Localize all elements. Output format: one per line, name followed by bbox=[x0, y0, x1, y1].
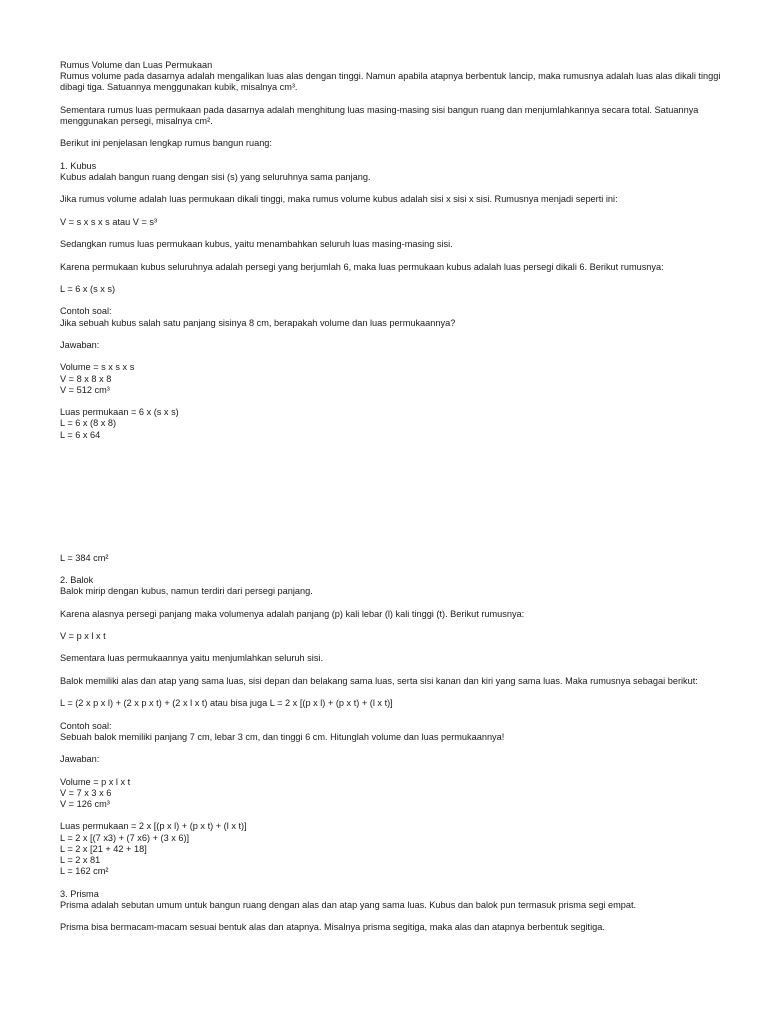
text-line: 1. Kubus bbox=[60, 160, 97, 171]
text-line: L = 2 x [21 + 42 + 18] bbox=[60, 843, 147, 854]
page-whitespace bbox=[60, 441, 730, 553]
text-line: Volume = s x s x s bbox=[60, 362, 135, 373]
text-line: L = 6 x 64 bbox=[60, 429, 101, 440]
text-line: V = 126 cm³ bbox=[60, 799, 110, 810]
text-line: Rumus volume pada dasarnya adalah mengalikan luas alas dengan tinggi. Namun apabila atapnya berbentuk lancip, maka rumusnya adalah luas alas dikali tinggi bbox=[60, 71, 721, 82]
text-line: L = 6 x (8 x 8) bbox=[60, 418, 117, 429]
text-line: L = 162 cm² bbox=[60, 866, 109, 877]
blank-line bbox=[60, 396, 730, 407]
blank-line bbox=[60, 687, 730, 698]
text-line: Karena permukaan kubus seluruhnya adalah persegi yang berjumlah 6, maka luas permukaan kubus adalah luas persegi dikali 6. Berikut rumusnya: bbox=[60, 261, 664, 272]
text-line: Sementara luas permukaannya yaitu menjumlahkan seluruh sisi. bbox=[60, 653, 324, 664]
text-line: L = 2 x 81 bbox=[60, 855, 101, 866]
blank-line bbox=[60, 564, 730, 575]
text-line: Karena alasnya persegi panjang maka volumenya adalah panjang (p) kali lebar (l) kali tinggi (t). Berikut rumusnya: bbox=[60, 608, 525, 619]
blank-line bbox=[60, 642, 730, 653]
text-line: Berikut ini penjelasan lengkap rumus bangun ruang: bbox=[60, 138, 272, 149]
text-line: Contoh soal: bbox=[60, 306, 112, 317]
blank-line bbox=[60, 351, 730, 362]
blank-line bbox=[60, 94, 730, 105]
text-line: V = 8 x 8 x 8 bbox=[60, 373, 112, 384]
blank-line bbox=[60, 250, 730, 261]
text-line: L = 2 x [(7 x3) + (7 x6) + (3 x 6)] bbox=[60, 832, 190, 843]
blank-line bbox=[60, 183, 730, 194]
text-line: Luas permukaan = 6 x (s x s) bbox=[60, 407, 179, 418]
blank-line bbox=[60, 150, 730, 161]
text-line: L = 384 cm² bbox=[60, 552, 109, 563]
blank-line bbox=[60, 273, 730, 284]
blank-line bbox=[60, 709, 730, 720]
text-line: Jika sebuah kubus salah satu panjang sisinya 8 cm, berapakah volume dan luas permukaannya? bbox=[60, 317, 456, 328]
blank-line bbox=[60, 228, 730, 239]
text-line: Rumus Volume dan Luas Permukaan bbox=[60, 60, 213, 70]
text-line: Balok memiliki alas dan atap yang sama luas, sisi depan dan belakang sama luas, serta sisi kanan dan kiri yang sama luas. Maka rumusnya sebagai berikut: bbox=[60, 675, 698, 686]
text-line: Luas permukaan = 2 x [(p x l) + (p x t) + (l x t)] bbox=[60, 821, 247, 832]
blank-line bbox=[60, 765, 730, 776]
text-line: V = 512 cm³ bbox=[60, 384, 110, 395]
text-line: menggunakan persegi, misalnya cm². bbox=[60, 116, 213, 126]
blank-line bbox=[60, 810, 730, 821]
text-line: dibagi tiga. Satuannya menggunakan kubik, misalnya cm³. bbox=[60, 82, 298, 93]
blank-line bbox=[60, 206, 730, 217]
blank-line bbox=[60, 598, 730, 609]
text-line: Jika rumus volume adalah luas permukaan dikali tinggi, maka rumus volume kubus adalah sisi x sisi x sisi. Rumusnya menjadi seperti ini: bbox=[60, 194, 618, 205]
blank-line bbox=[60, 743, 730, 754]
text-line: L = 6 x (s x s) bbox=[60, 283, 116, 294]
text-line: L = (2 x p x l) + (2 x p x t) + (2 x l x t) atau bisa juga L = 2 x [(p x l) + (p x t) + (l x t)] bbox=[60, 698, 393, 709]
text-line: Volume = p x l x t bbox=[60, 776, 131, 787]
blank-line bbox=[60, 295, 730, 306]
text-line: Prisma bisa bermacam-macam sesuai bentuk alas dan atapnya. Misalnya prisma segitiga, maka alas dan atapnya berbentuk segitiga. bbox=[60, 922, 605, 933]
text-line: Sebuah balok memiliki panjang 7 cm, lebar 3 cm, dan tinggi 6 cm. Hitunglah volume dan luas permukaannya! bbox=[60, 731, 505, 742]
text-line: Sementara rumus luas permukaan pada dasarnya adalah menghitung luas masing-masing sisi bangun ruang dan menjumlahkannya secara total. Satuannya bbox=[60, 104, 699, 115]
text-line: Jawaban: bbox=[60, 339, 100, 350]
text-line: 3. Prisma bbox=[60, 888, 99, 899]
text-line: V = p x l x t bbox=[60, 631, 106, 642]
text-line: Prisma adalah sebutan umum untuk bangun ruang dengan alas dan atap yang sama luas. Kubus dan balok pun termasuk prisma segi empat. bbox=[60, 899, 637, 910]
blank-line bbox=[60, 665, 730, 676]
text-line: V = 7 x 3 x 6 bbox=[60, 787, 112, 798]
blank-line bbox=[60, 877, 730, 888]
blank-line bbox=[60, 911, 730, 922]
text-line: Balok mirip dengan kubus, namun terdiri dari persegi panjang. bbox=[60, 586, 313, 597]
text-line: Kubus adalah bangun ruang dengan sisi (s) yang seluruhnya sama panjang. bbox=[60, 171, 371, 182]
blank-line bbox=[60, 329, 730, 340]
text-line: 2. Balok bbox=[60, 575, 94, 586]
blank-line bbox=[60, 620, 730, 631]
document-body bbox=[60, 60, 730, 933]
text-line: Sedangkan rumus luas permukaan kubus, yaitu menambahkan seluruh luas masing-masing sisi. bbox=[60, 239, 453, 250]
text-line: Jawaban: bbox=[60, 754, 100, 765]
text-line: Contoh soal: bbox=[60, 720, 112, 731]
text-line: V = s x s x s atau V = s³ bbox=[60, 216, 158, 227]
blank-line bbox=[60, 127, 730, 138]
